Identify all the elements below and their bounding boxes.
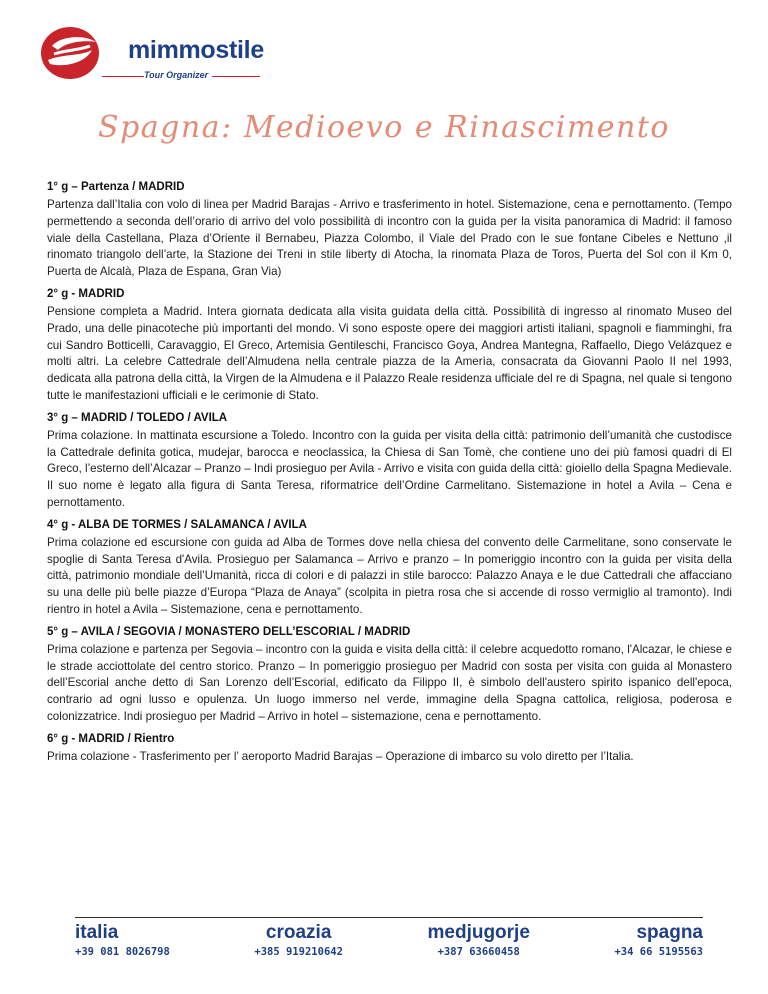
contact-phone: +34 66 5195563	[614, 946, 703, 958]
itinerary-day	[47, 518, 732, 619]
itinerary-day	[47, 625, 732, 726]
day-description: Pensione completa a Madrid. Intera giornata dedicata alla visita guidata della città. Possibilità di ingresso al rinomato Museo del Prado, una delle pinacoteche più importanti del mondo. Vi sono esposte opere dei maggiori artisti italiani, spagnoli e fiamminghi, fra cui Sandro Botticelli, Caravaggio, El Greco, Artemisia Gentileschi, Francisco Goya, Andrea Mantegna, Raffaello, Diego Velázquez e molti altri. La celebre Cattedrale dell’Almudena nella centrale piazza de la Amerìa, consacrata da Giovanni Paolo II nel 1993, dedicata alla patrona della città, la Virgen de la Almudena e il Palazzo Reale residenza ufficiale del re di Spagna, nel quale si tengono tutte le manifestazioni ufficiali e le cerimonie di Stato.	[47, 304, 732, 402]
footer-contacts	[75, 917, 703, 958]
contact-medjugorje	[428, 922, 530, 958]
contact-country: italia	[75, 922, 119, 943]
day-heading: 2° g - MADRID	[47, 287, 125, 300]
day-description: Prima colazione e partenza per Segovia – incontro con la guida e visita della città: il celebre acquedotto romano, l'Alcazar, le chiese e le strade acciottolate del centro storico. Pranzo – In pomeriggio prosieguo per Madrid con sosta per visita con guida al Monastero dell’Escorial anche detto di San Lorenzo dell’Escorial, edificato da Filippo II, è simbolo dell'austero spirito ispanico dell'epoca, contrario ad ogni lusso e opulenza. Un luogo immerso nel verde, immagine della Spagna cattolica, religiosa, poderosa e colonizzatrice. Indi prosieguo per Madrid – Arrivo in hotel – sistemazione, cena e pernottamento.	[47, 642, 732, 723]
itinerary-day	[47, 732, 732, 766]
logo-brand-name: mimmostile	[128, 36, 264, 64]
logo-swoosh-icon	[40, 24, 106, 82]
itinerary-day	[47, 180, 732, 281]
contact-country: medjugorje	[427, 922, 530, 943]
contact-phone: +385 919210642	[254, 946, 343, 958]
contact-country: spagna	[636, 922, 703, 943]
contact-croazia	[254, 922, 343, 958]
contact-phone: +387 63660458	[437, 946, 520, 958]
company-logo	[40, 24, 270, 86]
itinerary	[47, 180, 732, 772]
day-heading: 3° g – MADRID / TOLEDO / AVILA	[47, 411, 228, 424]
day-description: Partenza dall’Italia con volo di linea per Madrid Barajas - Arrivo e trasferimento in hotel. Sistemazione, cena e pernottamento. (Tempo permettendo a seconda dell’orario di arrivo del volo possibilità di incontro con la guida per la visita panoramica di Madrid: il famoso viale della Castellana, Plaza d’Oriente il Bernabeu, Piazza Colombo, il Viale del Prado con le sue fontane Cibeles e Nettuno ,il rinomato triangolo dell’arte, la Stazione dei Treni in stile liberty di Atocha, la rinomata Plaza de Toros, Puerta del Sol con il Km 0, Puerta de Alcalà, Plaza de Espana, Gran Via)	[47, 198, 732, 279]
contact-phone: +39 081 8026798	[75, 946, 170, 958]
day-heading: 6° g - MADRID / Rientro	[47, 732, 175, 745]
itinerary-day	[47, 287, 732, 405]
contact-italia	[75, 922, 170, 958]
itinerary-day	[47, 411, 732, 512]
logo-tagline: Tour Organizer	[144, 70, 209, 80]
logo-rule-right	[212, 76, 260, 77]
day-heading: 5° g – AVILA / SEGOVIA / MONASTERO DELL’ESCORIAL / MADRID	[47, 625, 411, 638]
logo-rule-left	[102, 76, 144, 77]
day-heading: 4° g - ALBA DE TORMES / SALAMANCA / AVILA	[47, 518, 307, 531]
day-description: Prima colazione - Trasferimento per l’ aeroporto Madrid Barajas – Operazione di imbarco su volo diretto per l’Italia.	[47, 749, 634, 763]
day-description: Prima colazione ed escursione con guida ad Alba de Tormes dove nella chiesa del convento delle Carmelitane, sono conservate le spoglie di Santa Teresa d'Avila. Prosieguo per Salamanca – Arrivo e pranzo – In pomeriggio incontro con la guida per visita della città, patrimonio mondiale dell’Umanità, ricca di colori e di palazzi in stile barocco: Palazzo Anaya e le due Cattedrali che affacciano su una delle più belle piazze d’Europa “Plaza de Anaya” (scolpita in pietra rosa che si accende di rosso vermiglio al tramonto). Indi rientro in hotel a Avila – Sistemazione, cena e pernottamento.	[47, 535, 732, 616]
footer-row	[75, 922, 703, 958]
day-description: Prima colazione. In mattinata escursione a Toledo. Incontro con la guida per visita della città: patrimonio dell’umanità che custodisce la Cattedrale definita gotica, mudejar, barocca e neoclassica, la Chiesa di San Tomè, che contiene uno dei più famosi quadri di El Greco, l’esterno dell’Alcazar – Pranzo – Indi prosieguo per Avila - Arrivo e visita con guida della città: gioiello della Spagna Medievale. Il suo nome è legato alla figura di Santa Teresa, riformatrice dell’Ordine Carmelitano. Sistemazione in hotel a Avila – Cena e pernottamento.	[47, 428, 732, 509]
footer-divider	[75, 917, 703, 918]
day-heading: 1° g – Partenza / MADRID	[47, 181, 185, 193]
contact-spagna	[614, 922, 703, 958]
contact-country: croazia	[265, 922, 332, 943]
page-title: Spagna: Medioevo e Rinascimento	[98, 110, 670, 145]
